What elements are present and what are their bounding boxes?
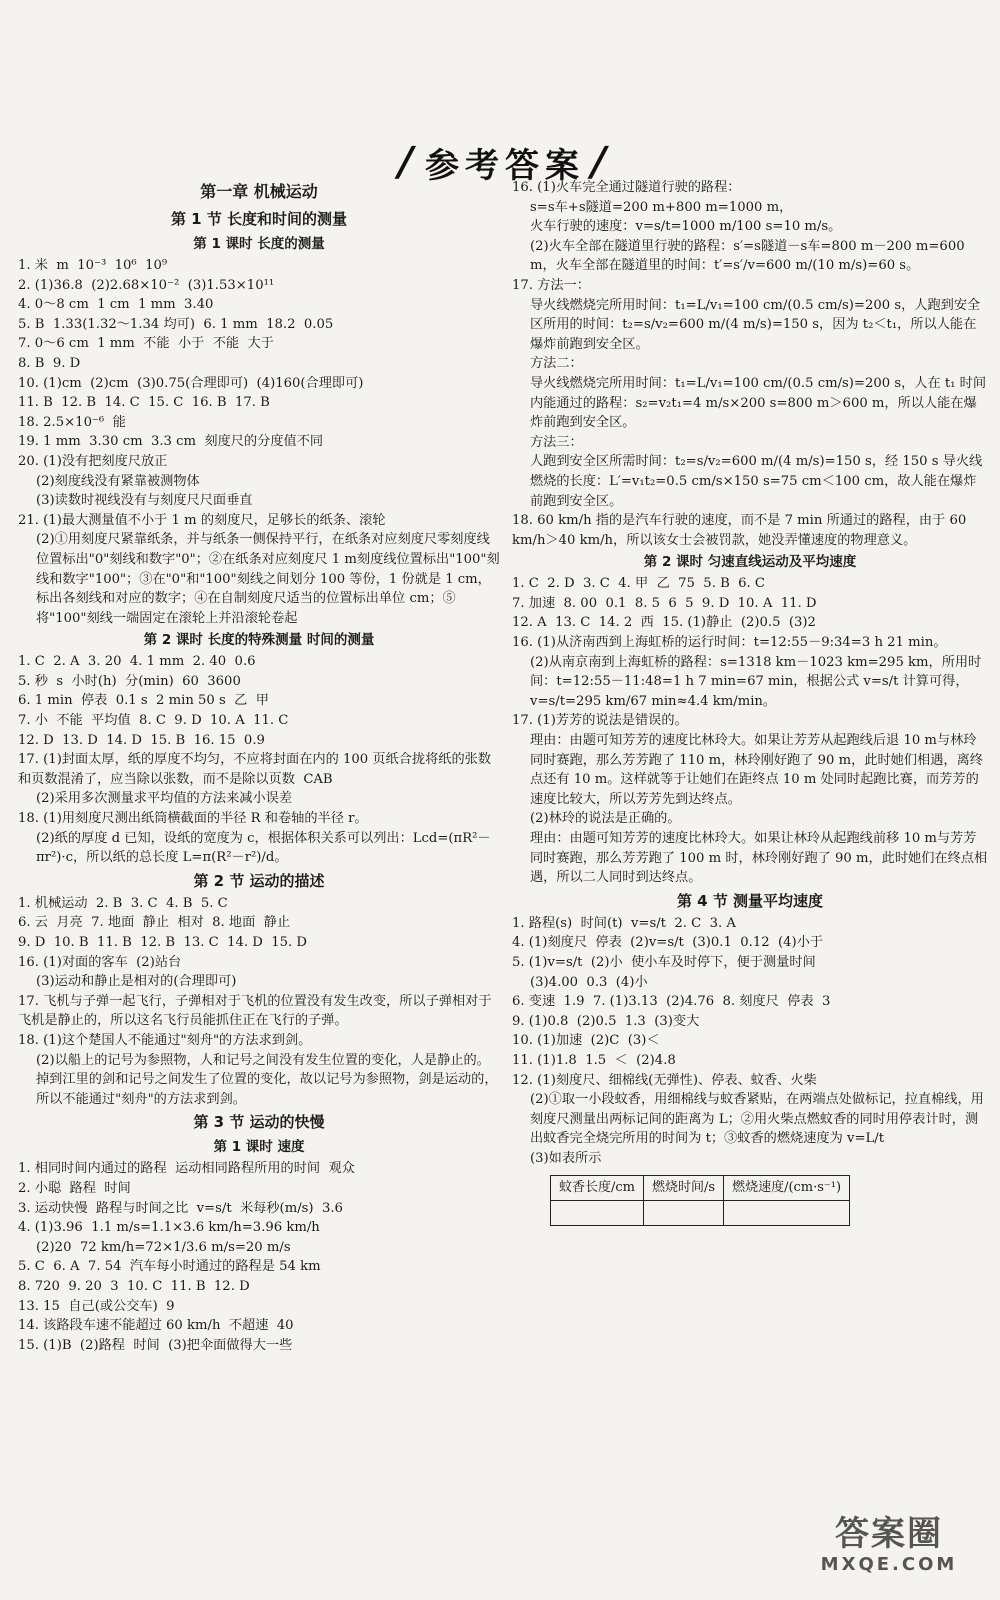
answer-subline: (2)以船上的记号为参照物，人和记号之间没有发生位置的变化，人是静止的。掉到江里的剑和记号之间发生了位置的变化，故以记号为参照物，剑是运动的，所以不能通过"刻舟"的方法求到剑。 — [36, 1052, 498, 1107]
answer-line: 21. (1)最大测量值不小于 1 m 的刻度尺，足够长的纸条、滚轮 — [18, 512, 386, 528]
answer-line: 3. 运动快慢 路程与时间之比 v=s/t 米每秒(m/s) 3.6 — [18, 1200, 343, 1216]
table-header-cell: 燃烧时间/s — [644, 1175, 724, 1200]
right-column — [512, 178, 988, 1226]
left-column — [18, 178, 500, 1355]
answer-line: 4. (1)刻度尺 停表 (2)v=s/t (3)0.1 0.12 (4)小于 — [512, 935, 824, 951]
answer-subline: (2)火车全部在隧道里行驶的路程：s′=s隧道－s车=800 m－200 m=600 m，火车全部在隧道里的时间：t′=s′/v=600 m/(10 m/s)=60 s。 — [530, 238, 969, 274]
answer-line: 11. (1)1.8 1.5 ＜ (2)4.8 — [512, 1052, 676, 1068]
answer-line: 7. 0～6 cm 1 mm 不能 小于 不能 大于 — [18, 336, 274, 352]
table-cell — [551, 1200, 644, 1225]
answer-subline: 人跑到安全区所需时间：t₂=s/v₂=600 m/(4 m/s)=150 s，经 150 s 导火线燃烧的长度：L′=v₁t₂=0.5 cm/s×150 s=75 cm＜100 cm，故人能在爆炸前跑到安全区。 — [530, 454, 983, 509]
answer-line: 7. 加速 8. 00 0.1 8. 5 6 5 9. D 10. A 11. D — [512, 595, 817, 611]
table-row — [551, 1200, 850, 1225]
answer-subline: (2)20 72 km/h=72×1/3.6 m/s=20 m/s — [36, 1239, 291, 1255]
answer-subline: (3)如表所示 — [530, 1150, 602, 1166]
answer-line: 17. (1)封面太厚，纸的厚度不均匀，不应将封面在内的 100 页纸合拢将纸的张数和页数混淆了，应当除以张数，而不是除以页数 CAB — [18, 752, 492, 787]
answer-line: 10. (1)加速 (2)C (3)＜ — [512, 1033, 660, 1049]
answer-line: 15. (1)B (2)路程 时间 (3)把伞面做得大一些 — [18, 1337, 293, 1353]
answer-line: 1. 路程(s) 时间(t) v=s/t 2. C 3. A — [512, 915, 736, 931]
section-title: 第 2 节 运动的描述 — [193, 871, 325, 890]
table-header-cell: 燃烧速度/(cm·s⁻¹) — [724, 1175, 850, 1200]
answer-subline: (3)4.00 0.3 (4)小 — [530, 974, 648, 990]
answer-line: 4. 0～8 cm 1 cm 1 mm 3.40 — [18, 297, 214, 313]
answer-subline: (2)刻度线没有紧靠被测物体 — [36, 473, 200, 489]
answer-line: 16. (1)从济南西到上海虹桥的运行时间：t=12:55－9:34=3 h 21 min。 — [512, 635, 947, 651]
answer-subline: 方法二： — [530, 356, 583, 372]
answer-line: 2. 小聪 路程 时间 — [18, 1180, 131, 1196]
answer-line: 12. D 13. D 14. D 15. B 16. 15 0.9 — [18, 732, 265, 748]
answer-line: 6. 变速 1.9 7. (1)3.13 (2)4.76 8. 刻度尺 停表 3 — [512, 994, 831, 1010]
answer-line: 2. (1)36.8 (2)2.68×10⁻² (3)1.53×10¹¹ — [18, 277, 275, 293]
answer-line: 12. A 13. C 14. 2 西 15. (1)静止 (2)0.5 (3)2 — [512, 615, 816, 631]
table-cell — [644, 1200, 724, 1225]
banner-slash-right: / — [586, 139, 617, 185]
answer-line: 14. 该路段车速不能超过 60 km/h 不超速 40 — [18, 1318, 294, 1334]
watermark-title: 答案圈 — [835, 1514, 943, 1554]
section-title: 第 3 节 运动的快慢 — [193, 1113, 325, 1132]
answer-line: 6. 云 月亮 7. 地面 静止 相对 8. 地面 静止 — [18, 915, 291, 931]
answer-line: 16. (1)对面的客车 (2)站台 — [18, 954, 182, 970]
answer-line: 6. 1 min 停表 0.1 s 2 min 50 s 乙 甲 — [18, 693, 269, 709]
answer-line: 1. C 2. D 3. C 4. 甲 乙 75 5. B 6. C — [512, 576, 766, 592]
section-title: 第 4 节 测量平均速度 — [676, 891, 824, 910]
answer-subline: 导火线燃烧完所用时间：t₁=L/v₁=100 cm/(0.5 cm/s)=200 s，人在 t₁ 时间内能通过的路程：s₂=v₂t₁=4 m/s×200 s=800 m＞600 m，所以人能在爆炸前跑到安全区。 — [530, 375, 987, 431]
table-header-row — [551, 1175, 850, 1200]
answer-subline: 方法三： — [530, 434, 583, 450]
section-title: 第 1 节 长度和时间的测量 — [170, 210, 348, 228]
answer-line: 1. C 2. A 3. 20 4. 1 mm 2. 40 0.6 — [18, 654, 256, 670]
answer-line: 10. (1)cm (2)cm (3)0.75(合理即可) (4)160(合理即可) — [18, 375, 364, 391]
right-column-lines — [512, 178, 988, 1169]
chapter-title: 第一章 机械运动 — [200, 182, 318, 201]
answer-subline: (2)①用刻度尺紧靠纸条，并与纸条一侧保持平行，在纸条对应刻度尺零刻度线位置标出"0"刻线和数字"0"；②在纸条对应刻度尺 1 m刻度线位置标出"100"刻线和数字"100"；③在"0"和"100"刻线之间划分 100 等份，1 份就是 1 cm，标出各刻线和对应的数字；④在自制刻度尺适当的位置标出单位 cm；⑤将"100"刻线一端固定在滚轮上并沿滚轮卷起 — [36, 532, 500, 626]
table-header-cell: 蚊香长度/cm — [551, 1175, 644, 1200]
answer-subline: 理由：由题可知芳芳的速度比林玲大。如果让林玲从起跑线前移 10 m与芳芳同时赛跑，那么芳芳跑了 100 m 时，林玲刚好跑了 90 m，此时她们在终点相遇，所以二人同时到达终点。 — [530, 831, 988, 886]
answer-line: 16. (1)火车完全通过隧道行驶的路程： — [512, 180, 741, 195]
answer-line: 18. 2.5×10⁻⁶ 能 — [18, 414, 126, 430]
banner-title: 参考答案 — [425, 145, 585, 186]
answer-line: 4. (1)3.96 1.1 m/s=1.1×3.6 km/h=3.96 km/h — [18, 1220, 320, 1236]
answer-subline: (2)从南京南到上海虹桥的路程：s=1318 km－1023 km=295 km，所用时间：t=12:55－11:48=1 h 7 min=67 min，根据公式 v=s/t 计算可得，v=s/t=295 km/67 min≈4.4 km/min。 — [530, 654, 982, 709]
answer-line: 18. (1)这个楚国人不能通过"刻舟"的方法求到剑。 — [18, 1032, 312, 1048]
table-cell — [724, 1200, 850, 1225]
incense-data-table — [550, 1175, 850, 1226]
answer-line: 20. (1)没有把刻度尺放正 — [18, 453, 168, 469]
answer-line: 1. 相同时间内通过的路程 运动相同路程所用的时间 观众 — [18, 1161, 355, 1177]
answer-subline: (2)林玲的说法是正确的。 — [530, 811, 681, 827]
answer-line: 7. 小 不能 平均值 8. C 9. D 10. A 11. C — [18, 713, 289, 729]
answer-subline: 理由：由题可知芳芳的速度比林玲大。如果让芳芳从起跑线后退 10 m与林玲同时赛跑，那么芳芳跑了 110 m，林玲刚好跑了 90 m，此时她们相遇，离终点还有 10 m。这样就等于让她们在距终点 10 m 处同时起跑比赛，而芳芳的速度比较大，所以芳芳先到达终点。 — [530, 733, 983, 807]
answer-line: 5. C 6. A 7. 54 汽车每小时通过的路程是 54 km — [18, 1259, 321, 1275]
answer-line: 1. 米 m 10⁻³ 10⁶ 10⁹ — [18, 258, 168, 273]
answer-subline: s=s车+s隧道=200 m+800 m=1000 m， — [530, 199, 793, 215]
answer-line: 5. 秒 s 小时(h) 分(min) 60 3600 — [18, 673, 241, 689]
lesson-title: 第 2 课时 匀速直线运动及平均速度 — [643, 554, 857, 571]
answer-subline: (2)纸的厚度 d 已知，设纸的宽度为 c，根据体积关系可以列出：Lcd=(πR²－πr²)·c，所以纸的总长度 L=π(R²－r²)/d。 — [36, 830, 491, 866]
answer-subline: (2)采用多次测量求平均值的方法来减小误差 — [36, 791, 293, 807]
answer-subline: (3)运动和静止是相对的(合理即可) — [36, 974, 237, 990]
lesson-title: 第 2 课时 长度的特殊测量 时间的测量 — [143, 632, 375, 649]
answer-line: 12. (1)刻度尺、细棉线(无弹性)、停表、蚊香、火柴 — [512, 1072, 817, 1088]
watermark-url: MXQE.COM — [820, 1554, 958, 1575]
watermark — [794, 1514, 984, 1584]
answer-line: 17. 方法一： — [512, 277, 590, 293]
answer-line: 8. 720 9. 20 3 10. C 11. B 12. D — [18, 1278, 250, 1294]
banner-slash-left: / — [393, 139, 424, 185]
answer-line: 18. 60 km/h 指的是汽车行驶的速度，而不是 7 min 所通过的路程，由于 60 km/h＞40 km/h，所以该女士会被罚款，她没弄懂速度的物理意义。 — [512, 513, 971, 548]
answer-line: 5. (1)v=s/t (2)小 使小车及时停下，便于测量时间 — [512, 954, 816, 970]
answer-line: 19. 1 mm 3.30 cm 3.3 cm 刻度尺的分度值不同 — [18, 434, 324, 450]
answer-line: 13. 15 自己(或公交车) 9 — [18, 1298, 175, 1314]
answer-line: 17. (1)芳芳的说法是错误的。 — [512, 713, 688, 729]
answer-line: 18. (1)用刻度尺测出纸筒横截面的半径 R 和卷轴的半径 r。 — [18, 811, 368, 827]
answer-line: 11. B 12. B 14. C 15. C 16. B 17. B — [18, 395, 270, 411]
answer-line: 1. 机械运动 2. B 3. C 4. B 5. C — [18, 895, 228, 911]
answer-line: 5. B 1.33(1.32～1.34 均可) 6. 1 mm 18.2 0.05 — [18, 316, 334, 332]
answer-subline: (3)读数时视线没有与刻度尺尺面垂直 — [36, 493, 253, 509]
lesson-title: 第 1 课时 长度的测量 — [193, 236, 325, 252]
lesson-title: 第 1 课时 速度 — [213, 1139, 305, 1156]
answer-line: 8. B 9. D — [18, 355, 81, 371]
answer-line: 17. 飞机与子弹一起飞行，子弹相对于飞机的位置没有发生改变，所以子弹相对于飞机是静止的，所以这名飞行员能抓住正在飞行的子弹。 — [18, 993, 492, 1029]
answer-line: 9. (1)0.8 (2)0.5 1.3 (3)变大 — [512, 1013, 700, 1029]
answer-subline: 导火线燃烧完所用时间：t₁=L/v₁=100 cm/(0.5 cm/s)=200 s，人跑到安全区所用的时间：t₂=s/v₂=600 m/(4 m/s)=150 s，因为 t₂＜t₁，所以人能在爆炸前跑到安全区。 — [530, 297, 981, 352]
answer-line: 9. D 10. B 11. B 12. B 13. C 14. D 15. D — [18, 935, 307, 950]
answer-subline: 火车行驶的速度：v=s/t=1000 m/100 s=10 m/s。 — [530, 219, 842, 235]
answer-subline: (2)①取一小段蚊香，用细棉线与蚊香紧贴，在两端点处做标记，拉直棉线，用刻度尺测量出两标记间的距离为 L；②用火柴点燃蚊香的同时用停表计时，测出蚊香完全烧完所用的时间为 t；③蚊香的燃烧速度为 v=L/t — [530, 1092, 984, 1147]
